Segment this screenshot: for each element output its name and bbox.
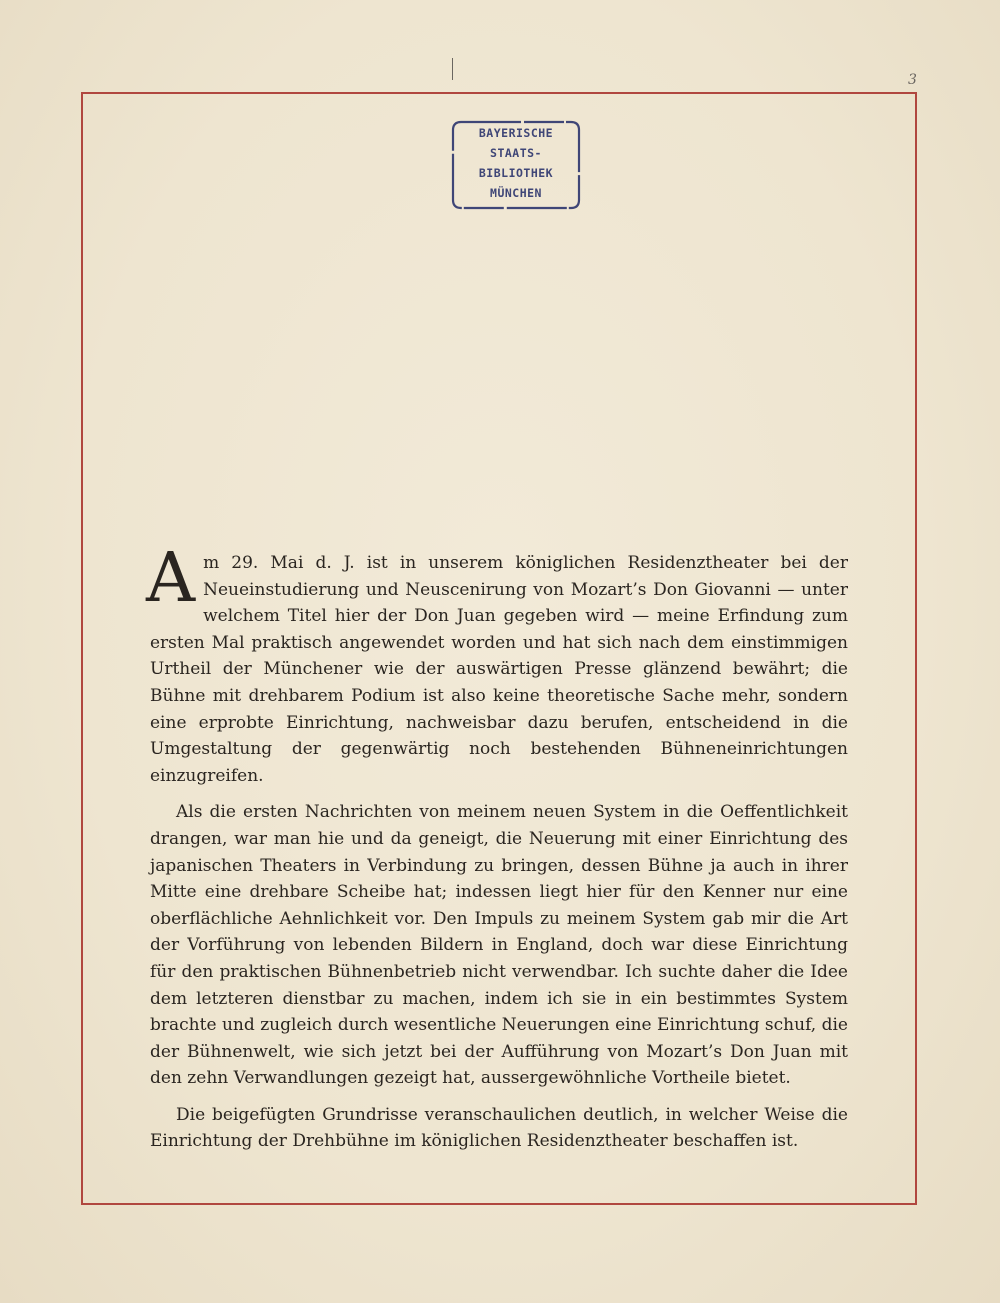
paragraph-3: Die beigefügten Grundrisse veranschaulichen deutlich, in welcher Weise die Einrichtung der Drehbühne im königlichen Residenztheater beschaffen ist. (150, 1104, 848, 1152)
paragraph-1-text: m 29. Mai d. J. ist in unserem königlichen Residenztheater bei der Neueinstudierung und Neuscenirung von Mozart’s Don Giovanni — unter welchem Titel hier der Don Juan gegeben wird — meine Erfindung zum ersten Mal praktisch angewendet worden und hat sich nach dem einstimmigen Urtheil der Münchener wie der auswärtigen Presse glänzend bewährt; die Bühne mit drehbarem Podium ist also keine theoretische Sache mehr, sondern eine erprobte Einrichtung, nachweisbar dazu berufen, entscheidend in die Umgestaltung der gegenwärtig noch bestehenden Bühneneinrichtungen einzugreifen. (150, 553, 848, 786)
stamp-line-2: STAATS- (490, 146, 542, 160)
body-text (146, 539, 848, 1155)
stamp-line-1: BAYERISCHE (478, 126, 554, 140)
stamp-line-3: BIBLIOTHEK (478, 166, 554, 180)
page-number: 3 (908, 72, 917, 88)
drop-cap: A (146, 539, 196, 618)
paragraph-2: Als die ersten Nachrichten von meinem neuen System in die Oeffentlichkeit drangen, war man hie und da geneigt, die Neuerung mit einer Einrichtung des japanischen Theaters in Verbindung zu bringen, dessen Bühne ja auch in ihrer Mitte eine drehbare Scheibe hat; indessen liegt hier für den Kenner nur eine oberflächliche Aehnlichkeit vor. Den Impuls zu meinem System gab mir die Art der Vorführung von lebenden Bildern in England, doch war diese Einrichtung für den praktischen Bühnenbetrieb nicht verwendbar. Ich suchte daher die Idee dem letzteren dienstbar zu machen, indem ich sie in ein bestimmtes System brachte und zugleich durch wesentliche Neuerungen eine Einrichtung schuf, die der Bühnenwelt, wie sich jetzt bei der Aufführung von Mozart’s Don Juan mit den zehn Verwandlungen gezeigt hat, aussergewöhnliche Vortheile bietet. (150, 802, 848, 1089)
pencil-mark (452, 58, 453, 80)
paragraph-1 (146, 539, 848, 789)
stamp-line-4: MÜNCHEN (490, 186, 542, 200)
library-stamp (447, 116, 585, 214)
